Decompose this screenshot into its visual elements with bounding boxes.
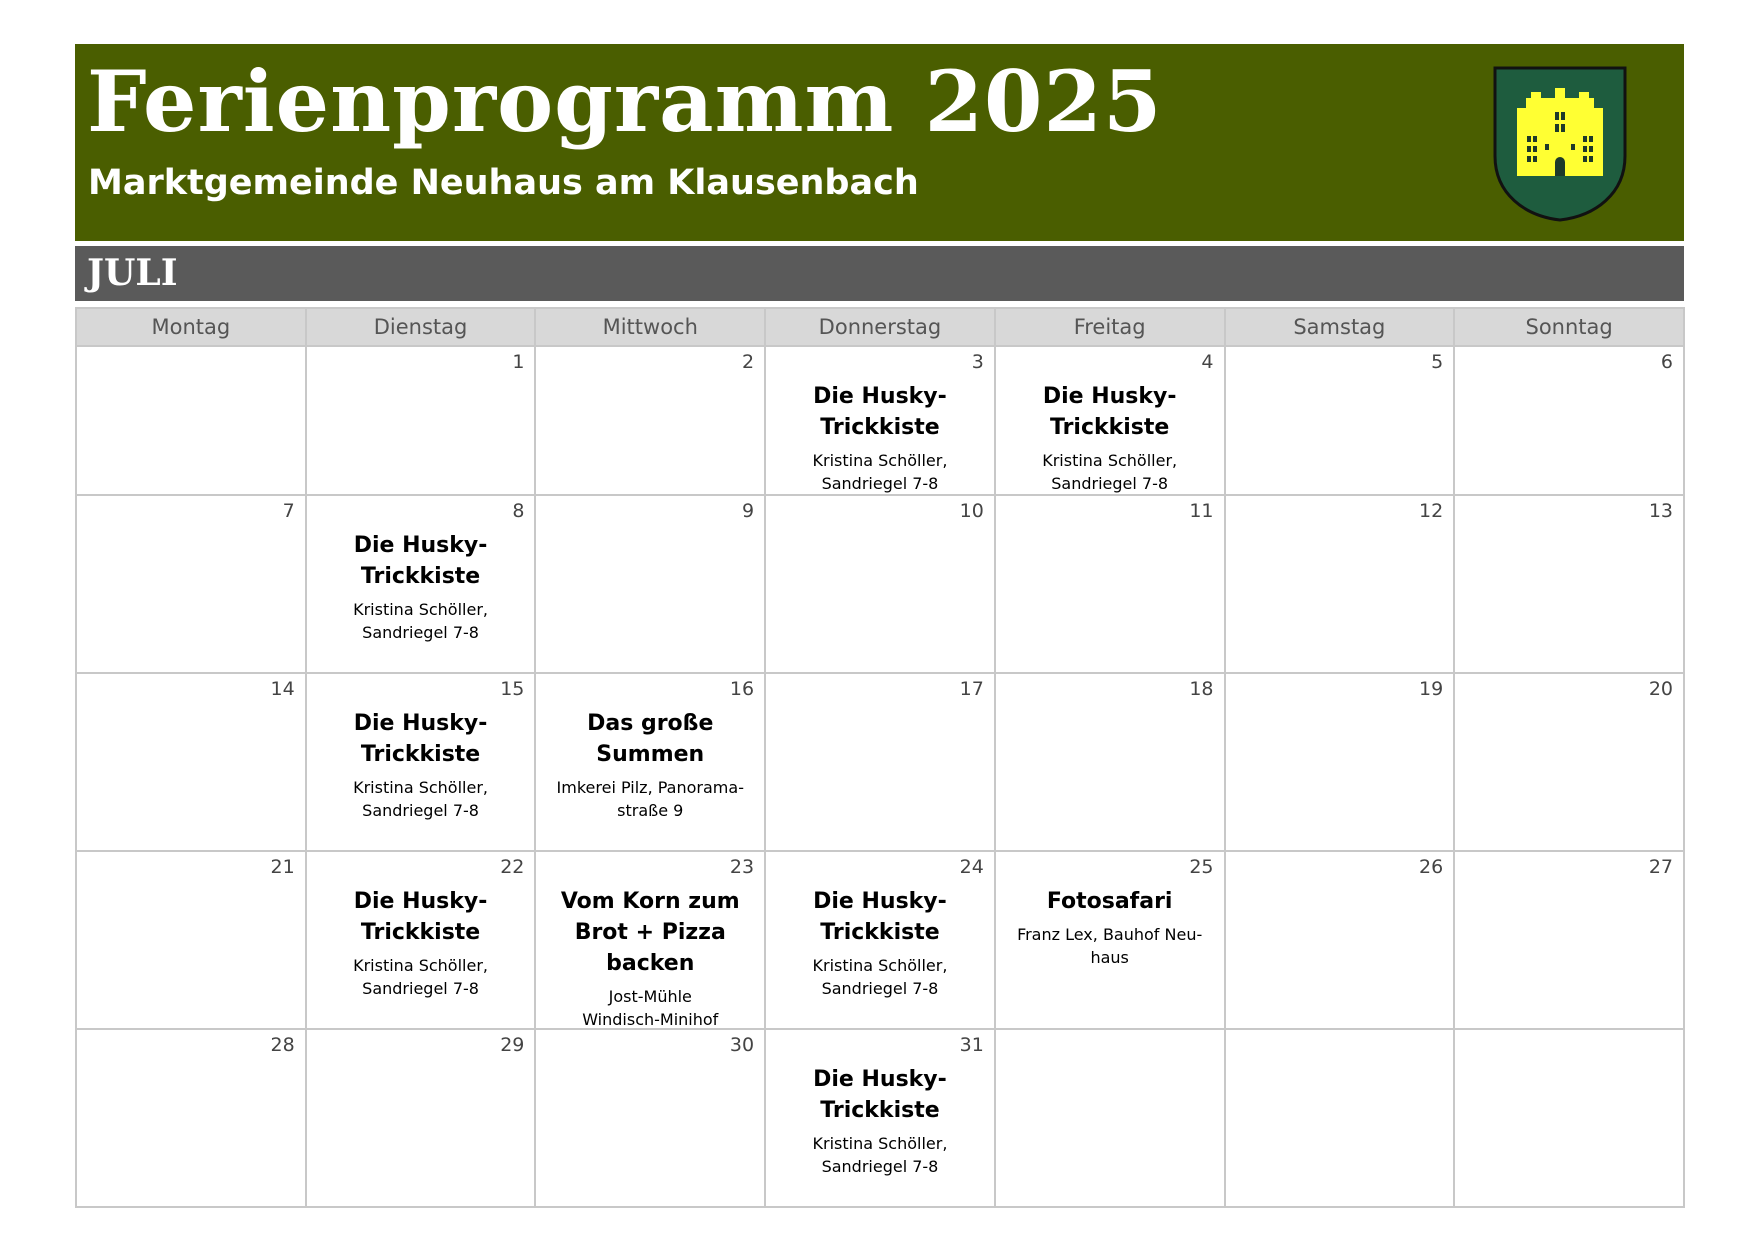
- day-cell-empty: [1225, 1029, 1455, 1207]
- event-title: Die Husky- Trickkiste: [1042, 384, 1177, 440]
- day-number: 24: [959, 856, 984, 878]
- day-cell: [76, 1029, 306, 1207]
- day-cell: [1454, 673, 1684, 851]
- day-number: 10: [959, 500, 984, 522]
- day-number: 30: [729, 1034, 755, 1056]
- event-location: Kristina Schöller, Sandriegel 7-8: [353, 956, 488, 998]
- day-number: 2: [742, 351, 755, 373]
- day-number: 26: [1419, 856, 1444, 878]
- month-title: JULI: [87, 252, 178, 294]
- day-number: 25: [1189, 856, 1214, 878]
- day-number: 22: [500, 856, 525, 878]
- day-number: 19: [1419, 678, 1444, 700]
- event-husky-trickkiste: [770, 886, 990, 1000]
- week-row: [76, 346, 1684, 495]
- weekday-header: Samstag: [1225, 308, 1455, 346]
- day-number: 21: [270, 856, 295, 878]
- event-location: Jost-Mühle Windisch-Minihof: [582, 987, 719, 1029]
- weekday-header: Freitag: [995, 308, 1225, 346]
- day-number: 15: [500, 678, 525, 700]
- day-cell: [76, 673, 306, 851]
- event-fotosafari: [1000, 886, 1220, 969]
- day-cell: [76, 495, 306, 673]
- day-cell: [1454, 495, 1684, 673]
- day-cell: [535, 673, 765, 851]
- weekday-header: Sonntag: [1454, 308, 1684, 346]
- event-title: Das große Summen: [587, 711, 714, 767]
- event-husky-trickkiste: [770, 1064, 990, 1178]
- event-husky-trickkiste: [1000, 381, 1220, 495]
- week-row: [76, 851, 1684, 1029]
- event-location: Imkerei Pilz, Panorama- straße 9: [556, 778, 744, 820]
- day-number: 11: [1189, 500, 1214, 522]
- day-cell: [1225, 673, 1455, 851]
- day-number: 27: [1648, 856, 1673, 878]
- day-cell: [535, 495, 765, 673]
- day-number: 12: [1419, 500, 1444, 522]
- day-number: 17: [959, 678, 984, 700]
- event-location: Kristina Schöller, Sandriegel 7-8: [812, 451, 948, 493]
- day-cell: [306, 851, 536, 1029]
- day-cell: [765, 851, 995, 1029]
- weekday-header: Dienstag: [306, 308, 536, 346]
- coat-of-arms-icon: [1493, 66, 1627, 222]
- event-title: Die Husky- Trickkiste: [353, 889, 488, 945]
- day-cell: [765, 495, 995, 673]
- day-cell: [995, 495, 1225, 673]
- day-cell-empty: [76, 346, 306, 495]
- day-cell: [306, 495, 536, 673]
- day-cell: [995, 673, 1225, 851]
- day-cell: [306, 346, 536, 495]
- event-title: Die Husky- Trickkiste: [813, 1067, 947, 1123]
- day-cell: [1225, 495, 1455, 673]
- event-title: Die Husky- Trickkiste: [813, 384, 947, 440]
- day-number: 16: [729, 678, 755, 700]
- day-number: 5: [1431, 351, 1444, 373]
- event-husky-trickkiste: [311, 708, 531, 822]
- day-number: 9: [742, 500, 755, 522]
- event-das-grosse-summen: [540, 708, 760, 822]
- event-vom-korn-zum-brot: [540, 886, 760, 1031]
- day-number: 29: [500, 1034, 525, 1056]
- week-row: [76, 495, 1684, 673]
- weekday-header: Mittwoch: [535, 308, 765, 346]
- week-row: [76, 1029, 1684, 1207]
- day-number: 13: [1648, 500, 1673, 522]
- event-location: Kristina Schöller, Sandriegel 7-8: [353, 600, 488, 642]
- event-location: Kristina Schöller, Sandriegel 7-8: [1042, 451, 1178, 493]
- header-banner: [75, 44, 1684, 241]
- day-cell: [306, 1029, 536, 1207]
- day-number: 3: [971, 351, 984, 373]
- day-number: 14: [270, 678, 295, 700]
- day-cell: [535, 851, 765, 1029]
- week-row: [76, 673, 1684, 851]
- event-location: Kristina Schöller, Sandriegel 7-8: [353, 778, 488, 820]
- day-cell: [765, 346, 995, 495]
- day-cell-empty: [1454, 1029, 1684, 1207]
- day-cell: [1454, 851, 1684, 1029]
- day-number: 8: [512, 500, 525, 522]
- month-bar: [75, 246, 1684, 301]
- event-title: Fotosafari: [1046, 889, 1173, 914]
- day-cell: [765, 673, 995, 851]
- day-number: 6: [1660, 351, 1673, 373]
- day-number: 23: [729, 856, 755, 878]
- day-cell: [535, 1029, 765, 1207]
- day-number: 31: [959, 1034, 984, 1056]
- day-number: 18: [1189, 678, 1214, 700]
- event-location: Kristina Schöller, Sandriegel 7-8: [812, 1134, 948, 1176]
- event-husky-trickkiste: [770, 381, 990, 495]
- day-number: 28: [270, 1034, 295, 1056]
- day-cell-empty: [995, 1029, 1225, 1207]
- day-cell: [995, 346, 1225, 495]
- weekday-header: Montag: [76, 308, 306, 346]
- day-cell: [535, 346, 765, 495]
- calendar-grid: [75, 307, 1685, 1208]
- event-title: Vom Korn zum Brot + Pizza backen: [560, 889, 740, 976]
- day-cell: [995, 851, 1225, 1029]
- event-title: Die Husky- Trickkiste: [353, 711, 488, 767]
- event-title: Die Husky- Trickkiste: [353, 533, 488, 589]
- weekday-header: Donnerstag: [765, 308, 995, 346]
- day-cell: [306, 673, 536, 851]
- weekday-header-row: [76, 308, 1684, 346]
- event-location: Kristina Schöller, Sandriegel 7-8: [812, 956, 948, 998]
- day-cell: [76, 851, 306, 1029]
- day-cell: [1454, 346, 1684, 495]
- day-cell: [1225, 851, 1455, 1029]
- day-number: 1: [512, 351, 525, 373]
- day-number: 7: [282, 500, 295, 522]
- event-title: Die Husky- Trickkiste: [813, 889, 947, 945]
- day-cell: [765, 1029, 995, 1207]
- day-number: 20: [1648, 678, 1673, 700]
- event-husky-trickkiste: [311, 886, 531, 1000]
- page-subtitle: Marktgemeinde Neuhaus am Klausenbach: [88, 163, 919, 203]
- day-number: 4: [1201, 351, 1214, 373]
- page-title: Ferienprogramm 2025: [87, 52, 1163, 151]
- event-location: Franz Lex, Bauhof Neu- haus: [1017, 925, 1203, 967]
- day-cell: [1225, 346, 1455, 495]
- event-husky-trickkiste: [311, 530, 531, 644]
